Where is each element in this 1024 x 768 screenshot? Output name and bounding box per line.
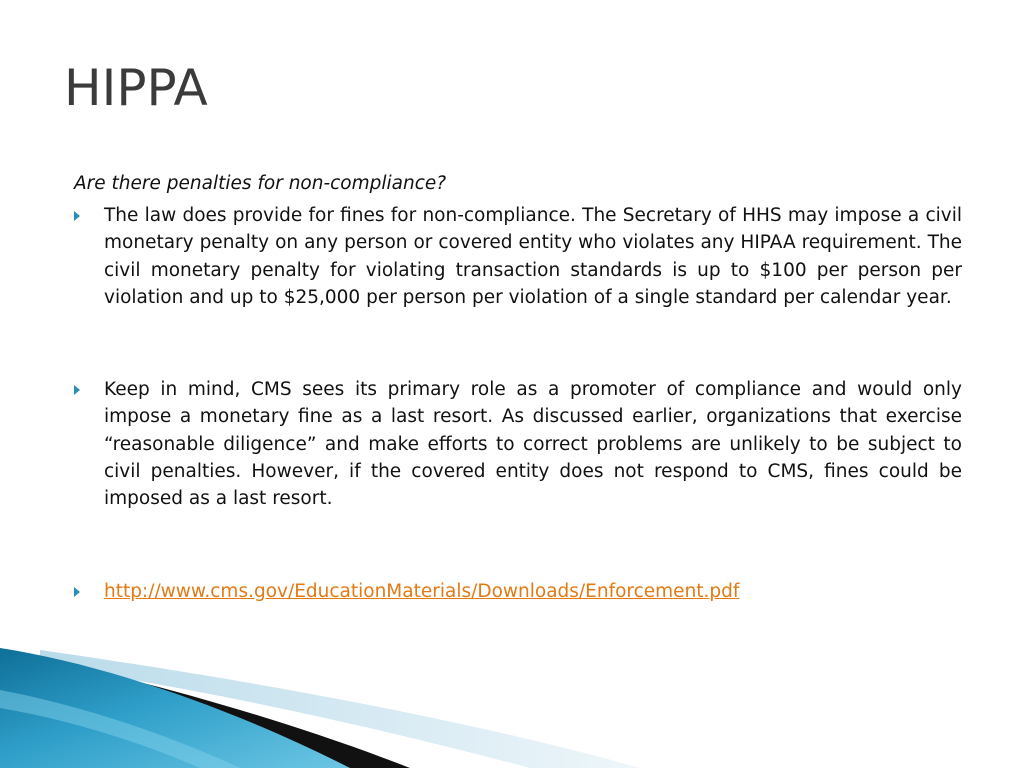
bullet-text: Keep in mind, CMS sees its primary role as a promoter of compliance and would only impose a monetary fine as a last resort. As discussed earlier, organizations that exercise “reasonable diligence” and make efforts to correct problems are unlikely to be subject to civil penalties. However, if the covered entity does not respond to CMS, fines could be imposed as a last resort.: [104, 379, 962, 510]
enforcement-pdf-link[interactable]: http://www.cms.gov/EducationMaterials/Downloads/Enforcement.pdf: [104, 581, 740, 602]
slide-title: HIPPA: [64, 59, 208, 117]
bullet-text: The law does provide for fines for non-compliance. The Secretary of HHS may impose a civil monetary penalty on any person or covered entity who violates any HIPAA requirement. The civil monetary penalty for violating transaction standards is up to $100 per person per violation and up to $25,000 per person per violation of a single standard per calendar year.: [104, 205, 962, 308]
slide-subtitle: Are there penalties for non-compliance?: [74, 173, 447, 194]
